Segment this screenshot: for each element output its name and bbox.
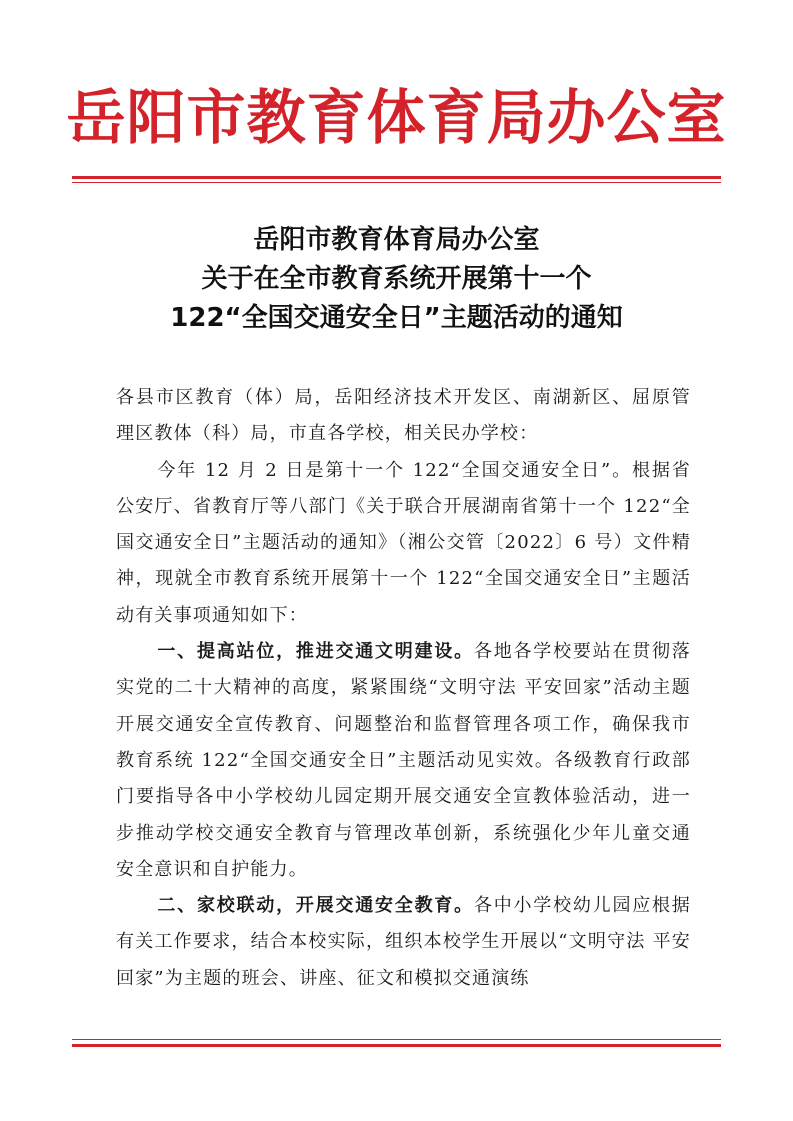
section-1-heading: 一、提高站位，推进交通文明建设。: [157, 641, 474, 663]
title-line-3: 122“全国交通安全日”主题活动的通知: [170, 303, 623, 333]
document-title: [0, 221, 793, 338]
footer-rules: [72, 1039, 721, 1047]
intro-paragraph: 今年 12 月 2 日是第十一个 122“全国交通安全日”。根据省公安厅、省教育厅等八部门《关于联合开展湖南省第十一个 122“全国交通安全日”主题活动的通知》（湘公交管〔2022〕6 号）文件精神，现就全市教育系统开展第十一个 122“全国交通安全日”主题活动有关事项通知如下：: [116, 459, 691, 626]
section-2-text: 各中小学校幼儿园应根据有关工作要求，结合本校实际，组织本校学生开展以“文明守法 平安回家”为主题的班会、讲座、征文和模拟交通演练: [116, 895, 691, 989]
masthead-rule-bottom: [72, 182, 721, 183]
masthead-rule-top: [72, 176, 721, 179]
masthead-org-name: 岳阳市教育体育局办公室: [66, 83, 727, 152]
addressee: 各县市区教育（体）局，岳阳经济技术开发区、南湖新区、屈原管理区教体（科）局，市直各学校，相关民办学校：: [116, 387, 691, 445]
title-line-1: 岳阳市教育体育局办公室: [253, 225, 540, 255]
document-body: [116, 380, 691, 997]
footer-rule-thin: [72, 1039, 721, 1040]
footer-rule-thick: [72, 1044, 721, 1047]
section-1-text: 各地各学校要站在贯彻落实党的二十大精神的高度，紧紧围绕“文明守法 平安回家”活动主题开展交通安全宣传教育、问题整治和监督管理各项工作，确保我市教育系统 122“全国交通安全日”主题活动见实效。各级教育行政部门要指导各中小学校幼儿园定期开展交通安全宣教体验活动，进一步推动学校交通安全教育与管理改革创新，系统强化少年儿童交通安全意识和自护能力。: [116, 641, 691, 880]
title-line-2: 关于在全市教育系统开展第十一个: [201, 264, 592, 294]
section-2-heading: 二、家校联动，开展交通安全教育。: [157, 895, 474, 917]
section-2-paragraph: [116, 888, 691, 997]
section-1-paragraph: [116, 634, 691, 888]
